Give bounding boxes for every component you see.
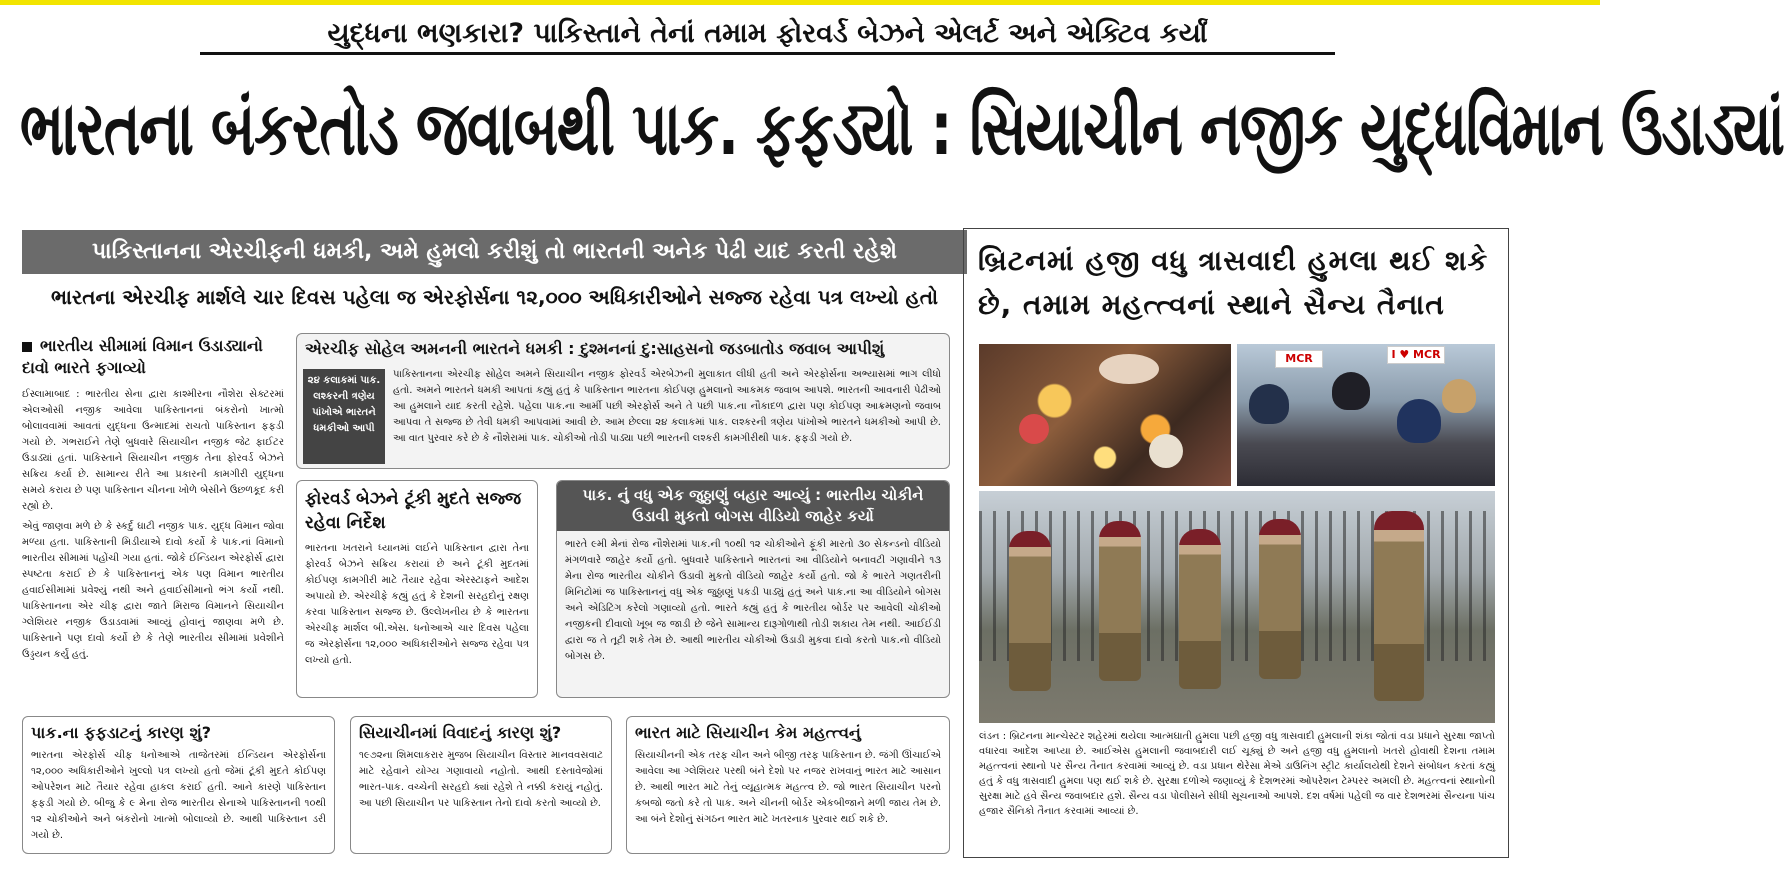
dispute-box [350, 716, 612, 854]
flower-bunch [1149, 434, 1183, 468]
reason-body: ભારતના એરફોર્સ ચીફ ધનોઆએ તાજેતરમાં ઈન્ડિયન એરફોર્સના ૧૨,૦૦૦ અધિકારીઓને ખુલ્લો પત્ર લખ્યો હતો જેમાં ટૂંકી મુદતે કોઈપણ ઓપરેશન માટે તૈયાર રહેવા હાકલ કરાઈ હતી. આને કારણે પાકિસ્તાન ફફડી ગયો છે. બીજુ કે ૯ મેના રોજ ભારતીય સેનાએ પાકિસ્તાનની ૧૦થી ૧૨ ચોકીઓને અને બંકરોનો ખાત્મો બોલાવ્યો છે. આથી પાકિસ્તાન ડરી ગયો છે. [31, 750, 326, 841]
left-column-story [22, 335, 284, 663]
bogus-video-title: પાક. નું વધુ એક જુઠ્ઠાણું બહાર આવ્યું : ભારતીય ચોકીને ઉડાવી મુકતો બોગસ વીડિયો જાહેર કર્યો [557, 481, 949, 531]
person-figure [1099, 354, 1159, 384]
left-story-body: ઈસ્લામાબાદ : ભારતીય સેના દ્વારા કાશ્મીરના નૌશેરા સેક્ટરમાં એલઓસી નજીક આવેલા પાકિસ્તાનનાં બંકરોનો ખાત્મો બોલાવવામાં આવતાં યુદ્ધના ઉન્માદમાં રાચતો પાકિસ્તાન ફફડી ગયો છે. ગભરાઈને તેણે બુધવારે સિયાચીન નજીક જેટ ફાઈટર ઉડાડ્યાં હતાં. પાકિસ્તાને સિયાચીન નજીક તેના ફોરવર્ડ બેઝને સક્રિય કર્યા છે. સામાન્ય રીતે આ પ્રકારની કામગીરી યુદ્ધના સમયે કરાય છે પણ પાકિસ્તાન ચીનના ખોળે બેસીને ઉછળકૂદ કરી રહ્યો છે. [22, 389, 284, 512]
threat-box-tag: ૨૪ કલાકમાં પાક. લશ્કરની ત્રણેય પાંખોએ ભારતને ધમકીઓ આપી [303, 369, 385, 464]
candle-vigil-photo [979, 344, 1231, 486]
reason-title: પાક.ના ફફડાટનું કારણ શું? [31, 723, 212, 742]
left-story-title: ભારતીય સીમામાં વિમાન ઉડાડ્યાનો દાવો ભારતે ફગાવ્યો [22, 336, 263, 377]
flower-bunch [1019, 414, 1049, 444]
bullet-square-icon [22, 342, 32, 352]
soldier-figure [1099, 521, 1141, 681]
soldier-figure [1179, 529, 1221, 689]
importance-title: ભારત માટે સિયાચીન કેમ મહત્ત્વનું [635, 723, 861, 742]
top-color-bar [0, 0, 1600, 5]
importance-box [626, 716, 950, 854]
turban-figure [1397, 399, 1441, 443]
main-headline: ભારતના બંકરતોડ જવાબથી પાક. ફફડ્યો : સિયાચીન નજીક યુદ્ધવિમાન ઉડાડ્યાં [20, 85, 1784, 172]
dispute-body: ૧૯૭૨ના શિમલાકરાર મુજબ સિયાચીન વિસ્તાર માનવવસવાટ માટે રહેવાને યોગ્ય ગણાવાયો નહોતો. આથી દસ્તાવેજોમાં ભારત-પાક. વચ્ચેની સરહદો ક્યાં રહેશે તે નક્કી કરાયું નહોતું. આ પછી સિયાચીન પર પાકિસ્તાન તેનો દાવો કરતો આવ્યો છે. [359, 750, 603, 809]
dispute-title: સિયાચીનમાં વિવાદનું કારણ શું? [359, 723, 562, 742]
turban-figure [1249, 384, 1289, 424]
forward-base-title: ફોરવર્ડ બેઝને ટૂંકી મુદતે સજ્જ રહેવા નિર્દેશ [305, 489, 522, 533]
soldier-figure [1009, 531, 1051, 691]
britain-title: બ્રિટનમાં હજી વધુ ત્રાસવાદી હુમલા થઈ શકે છે, તમામ મહત્ત્વનાં સ્થાને સૈન્ય તૈનાત [978, 244, 1489, 321]
britain-caption: લંડન : બ્રિટનના માન્ચેસ્ટર શહેરમાં થયેલા આત્મઘાતી હુમલા પછી હજી વધુ ત્રાસવાદી હુમલાની શંકા જોતાં વડા પ્રધાને સુરક્ષા જાપ્તો વધારવા આદેશ આપ્યા છે. આઈએસ હુમલાની જવાબદારી લઈ ચૂક્યું છે અને હજી વધુ હુમલાનો ખતરો હોવાથી દેશના તમામ મહત્ત્વનાં સ્થાનો પર સૈન્ય તૈનાત કરવામાં આવ્યું છે. વડા પ્રધાન થેરેસા મેએ ડાઉનિંગ સ્ટ્રીટ કાર્યાલયેથી દેશને સંબોધન કરતાં કહ્યું હતું કે વધુ ત્રાસવાદી હુમલા પણ થઈ શકે છે. સુરક્ષા દળોએ જણાવ્યું કે દેશભરમાં ઓપરેશન ટેમ્પરર અમલી છે. મહત્ત્વનાં સ્થાનોની સુરક્ષા માટે હવે સૈન્ય જવાબદાર હશે. સૈન્ય વડા પોલીસને સીધી સૂચનાઓ આપશે. દશ વર્ષમાં પહેલી જ વાર દેશભરમાં સૈન્યના પાંચ હજાર સૈનિકો તૈનાત કરવામાં આવ્યાં છે. [979, 731, 1495, 817]
soldiers-patrol-photo [979, 491, 1495, 723]
bogus-video-box [556, 480, 950, 698]
grey-banner-headline: પાકિસ્તાનના એરચીફની ધમકી, અમે હુમલો કરીશું તો ભારતની અનેક પેઢી યાદ કરતી રહેશે [22, 230, 967, 274]
forward-base-body: ભારતના ખતરાને ધ્યાનમાં લઈને પાકિસ્તાન દ્વારા તેના ફોરવર્ડ બેઝને સક્રિય કરાયાં છે અને ટૂંકી મુદતમાં કોઈપણ કામગીરી માટે તૈયાર રહેવા એરસ્ટાફને આદેશ અપાયો છે. એરચીફે કહ્યું હતું કે દેશની સરહદોનું રક્ષણ કરવા પાકિસ્તાન સજ્જ છે. ઉલ્લેખનીય છે કે ભારતના એરચીફ માર્શલ બી.એસ. ધનોઆએ ચાર દિવસ પહેલા જ એરફોર્સના ૧૨,૦૦૦ અધિકારીઓને સજ્જ રહેવા પત્ર લખ્યો હતો. [305, 543, 529, 666]
bogus-video-body: ભારતે ૯મી મેનાં રોજ નૌશેરામાં પાક.ની ૧૦થી ૧૨ ચોકીઓને ફૂંકી મારતો ૩૦ સેકન્ડનો વીડિયો મંગળવારે જાહેર કર્યો હતો. બુધવારે પાકિસ્તાને ભારતનાં આ વીડિયોને બનાવટી ગણાવીને ૧૩ મેના રોજ ભારતીય ચોકીને ઉડાવી મુકતો વીડિયો જાહેર કર્યો હતો. જો કે ભારતે ગણતરીની મિનિટોમાં જ પાકિસ્તાનનું વધુ એક જુઠ્ઠાણું પકડી પાડ્યું હતું અને પાક.ના આ વીડિયોને બોગસ અને એડિટિંગ કરેલો ગણાવ્યો હતો. ભારતે કહ્યું હતું કે ભારતીય બોર્ડર પર આવેલી ચોકીઓ નજીકની દીવાલો ખૂબ જ જાડી છે જેને સામાન્ય દારૂગોળાથી તોડી શકાય તેમ નથી. આઈઈડી દ્વારા જ તે તૂટી શકે તેમ છે. આથી ભારતીય ચોકીઓ ઉડાડી મુકવા દાવો કરતો પાક.નો વીડિયો બોગસ છે. [565, 539, 941, 662]
kicker-headline: યુદ્ધના ભણકારા? પાકિસ્તાને તેનાં તમામ ફોરવર્ડ બેઝને એલર્ટ અને એક્ટિવ કર્યાં [200, 18, 1335, 55]
sub-headline: ભારતના એરચીફ માર્શલે ચાર દિવસ પહેલા જ એરફોર્સના ૧૨,૦૦૦ અધિકારીઓને સજ્જ રહેવા પત્ર લખ્યો હતો [50, 285, 939, 309]
britain-story [963, 228, 1509, 858]
threat-box-body: પાકિસ્તાનના એરચીફ સોહેલ અમને સિયાચીન નજીક ફોરવર્ડ એરબેઝની મુલાકાત લીધી હતી અને એરફોર્સના અભ્યાસમાં ભાગ લીધો હતો. અમને ભારતને ધમકી આપતાં કહ્યું હતું કે પાકિસ્તાન ભારતના કોઈપણ હુમલાનો આકમક જવાબ આપશે. ભારતની આવનારી પેઢીઓ આ હુમલાને યાદ કરતી રહેશે. પહેલા પાક.ના આર્મી પછી એરફોર્સ અને તે પછી પાક.ના નૌકાદળ દ્વારા પણ કોઈપણ આક્રમણનો જવાબ આપવા તે સજ્જ છે તેવી ધમકી આપવામાં આવી છે. આમ છેલ્લા ૨૪ કલાકમાં પાક. લશ્કરની ત્રણેય પાંખોએ ભારતને ધમકીઓ આપી છે. આ વાત પુરવાર કરે છે કે નૌશેરામાં પાક. ચોકીઓ તોડી પાડ્યા પછી ભારતની લશ્કરી કામગીરીથી પાક. ફફડી ગયો છે. [393, 369, 941, 444]
reason-box [22, 716, 335, 854]
person-figure [1442, 379, 1476, 413]
threat-box-title: એરચીફ સોહેલ અમનની ભારતને ધમકી : દુશ્મનનાં દુ:સાહસનો જડબાતોડ જવાબ આપીશું [305, 339, 885, 358]
soldier-figure [1259, 519, 1301, 679]
sikh-community-photo [1237, 344, 1495, 486]
mcr-sign: MCR [1275, 350, 1323, 368]
forward-base-box [296, 480, 538, 698]
soldier-figure [1374, 511, 1424, 701]
turban-figure [1332, 372, 1370, 410]
importance-body: સિયાચીનની એક તરફ ચીન અને બીજી તરફ પાકિસ્તાન છે. જંગી ઊંચાઈએ આવેલા આ ગ્લેશિયર પરથી બંને દેશો પર નજર રાખવાનું ભારત માટે આસાન છે. આથી ભારત માટે તેનું વ્યૂહાત્મક મહત્ત્વ છે. જો ભારત સિયાચીન પરનો કબજો જતો કરે તો પાક. અને ચીનની બોર્ડર એકબીજાને મળી જાય તેમ છે. આ બંને દેશોનું સંગઠન ભારત માટે ખતરનાક પુરવાર થઈ શકે છે. [635, 750, 941, 825]
left-story-body-2: એવું જાણવા મળે છે કે સ્કર્દુ ઘાટી નજીક પાક. યુદ્ધ વિમાન જોવા મળ્યા હતા. પાકિસ્તાની મિડીયાએ દાવો કર્યો કે પાક.નાં વિમાનો ભારતીય સીમામાં પહોંચી ગયા હતાં. જોકે ઈન્ડિયન એરફોર્સ દ્વારા સ્પષ્ટતા કરાઈ છે કે પાકિસ્તાનનું એક પણ વિમાન ભારતીય હવાઈસીમામાં પ્રવેશ્યું નથી અને હવાઈસીમાનો ભંગ કર્યો નથી. પાકિસ્તાનના એર ચીફ દ્વારા જાતે મિરાજ વિમાનને સિયાચીન ગ્લેશિયર નજીક ઉડાડવામાં આવ્યું હોવાનું જાણવા મળે છે. પાકિસ્તાને પણ દાવો કર્યો છે કે તેણે ભારતીય સીમામાં પ્રવેશીને ઉડ્ડયન કર્યું હતું. [22, 521, 284, 660]
i-love-mcr-sign: I ♥ MCR [1387, 346, 1445, 364]
threat-box [296, 333, 950, 469]
